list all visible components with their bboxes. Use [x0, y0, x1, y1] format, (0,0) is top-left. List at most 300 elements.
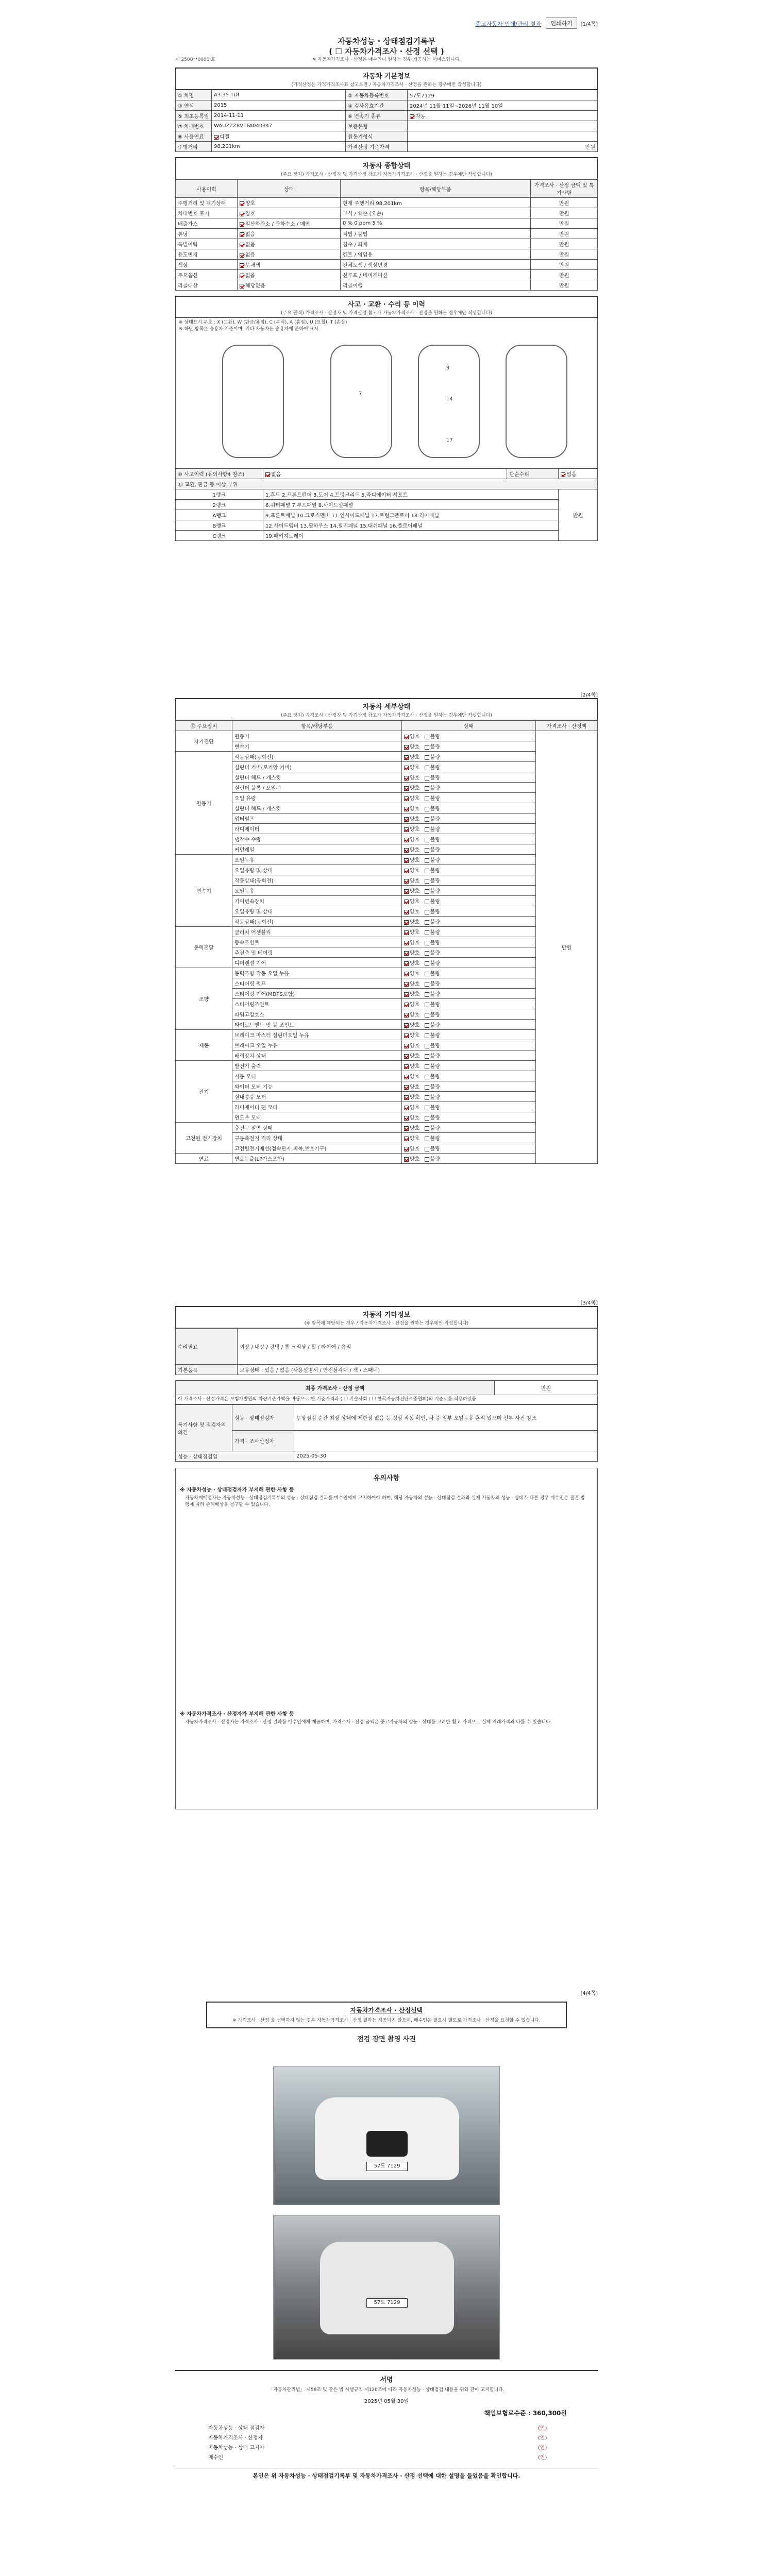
mileage: 98,201km — [212, 142, 346, 152]
document-subtitle: ( ☐ 자동차가격조사 · 산정 선택 ) — [329, 47, 444, 56]
checkbox-icon — [425, 951, 429, 956]
checkbox-icon — [425, 1095, 429, 1100]
page-2 — [175, 690, 598, 1267]
detail-row — [176, 968, 598, 978]
detail-item: 실내송풍 모터 — [232, 1092, 402, 1102]
status-row-value: 무채색 — [238, 260, 341, 270]
check-icon — [240, 274, 244, 278]
status-row-detail: 적법 / 불법 — [341, 229, 531, 239]
detail-row — [176, 834, 598, 844]
price-unit: 만원 — [408, 142, 598, 152]
status-row-detail: 0 % 0 ppm 5 % — [341, 218, 531, 229]
check-icon — [404, 1013, 409, 1018]
detail-item: 실린더 커버(로커암 커버) — [232, 762, 402, 772]
status-row-label: 리콜대상 — [176, 280, 238, 291]
detail-item: 스티어링 기어(MDPS포함) — [232, 989, 402, 999]
check-icon — [404, 755, 409, 760]
detail-item: 클러치 어셈블리 — [232, 927, 402, 937]
part-number-icon: 17 — [446, 437, 453, 443]
check-icon — [561, 472, 565, 477]
vin-label: ⑦ 차대번호 — [176, 121, 212, 131]
detail-item: 구동축전지 격리 상태 — [232, 1133, 402, 1143]
detail-row — [176, 793, 598, 803]
fuel: 디젤 — [212, 131, 346, 142]
transmission: 자동 — [408, 111, 598, 121]
check-icon — [240, 201, 244, 206]
detail-item: 동력조향 작동 오일 누유 — [232, 968, 402, 978]
detail-section-title: 자동차 세부상태 — [175, 698, 598, 711]
rankC-items: 19.패키지트레이 — [263, 531, 559, 541]
detail-row — [176, 783, 598, 793]
seal-icon: (인) — [538, 2435, 547, 2441]
status-col4: 가격조사 · 산정 금액 및 특기사항 — [531, 180, 598, 198]
detail-item: 파워고압호스 — [232, 1009, 402, 1020]
status-row-label: 차대번호 표기 — [176, 208, 238, 218]
detail-row — [176, 844, 598, 855]
basic-section-sub: (가격산정은 가격가격조사표 참고로만 / 자동차가격조사 · 산정을 원하는 경우에만 작성합니다) — [175, 81, 598, 90]
price-label: 가격산정 기준가격 — [346, 142, 408, 152]
detail-state: 양호 불량 — [402, 855, 536, 865]
car-diagram — [175, 334, 598, 468]
check-icon — [404, 879, 409, 884]
sign-text: 「자동차관리법」 제58조 및 같은 법 시행규칙 제120조에 따라 자동차성능 · 상태점검 내용을 위와 같이 고지합니다. — [268, 2387, 505, 2393]
status-row-value: 해당없음 — [238, 280, 341, 291]
basic-info-table — [175, 90, 598, 152]
detail-row — [176, 731, 598, 741]
detail-state: 양호 불량 — [402, 793, 536, 803]
detail-item: 오일누유 — [232, 855, 402, 865]
notes-body1: 자동차매매업자는 자동차성능 · 상태점검기록부의 성능 · 상태점검 결과를 매수인에게 고지하여야 하며, 해당 자동차의 성능 · 상태점검 결과와 실제 자동차의 성능 · 상태가 다른 경우 매수인은 관련 법령에 따라 손해배상을 청구할 수 있습니다. — [185, 1496, 585, 1507]
detail-row — [176, 958, 598, 968]
detail-item: 시동 모터 — [232, 1071, 402, 1081]
page-4 — [175, 1989, 598, 2566]
detail-row — [176, 1143, 598, 1154]
detail-row — [176, 752, 598, 762]
status-row-detail: 선루프 / 네비게이션 — [341, 270, 531, 280]
rankB-items: 12.사이드멤버 13.휠하우스 14.필러패널 15.대쉬패널 16.플로어패널 — [263, 520, 559, 531]
checkbox-icon — [425, 879, 429, 884]
part-number-icon: 14 — [446, 396, 453, 402]
detail-row — [176, 978, 598, 989]
detail-state: 양호 불량 — [402, 947, 536, 958]
status-col2: 상태 — [238, 180, 341, 198]
mileage-label: 주행거리 — [176, 142, 212, 152]
status-row-detail: 현재 주행거리 98,201km — [341, 198, 531, 208]
other-section-sub: (※ 항목에 해당되는 경우 / 자동차가격조사 · 산정을 원하는 경우에만 작성합니다) — [175, 1319, 598, 1328]
detail-row — [176, 917, 598, 927]
detail-row — [176, 824, 598, 834]
detail-state: 양호 불량 — [402, 762, 536, 772]
status-row-unit: 만원 — [531, 218, 598, 229]
checkbox-icon — [425, 1106, 429, 1110]
checkbox-icon — [425, 900, 429, 904]
detail-state: 양호 불량 — [402, 752, 536, 762]
status-row-label: 특별이력 — [176, 239, 238, 249]
checkbox-icon — [425, 889, 429, 894]
rankA-label: A랭크 — [176, 510, 263, 520]
check-icon — [240, 212, 244, 216]
detail-state: 양호 불량 — [402, 917, 536, 927]
part-label: ⑪ 교환, 판금 등 이상 부위 — [176, 479, 598, 489]
detail-state: 양호 불량 — [402, 875, 536, 886]
detail-row — [176, 772, 598, 783]
top-link[interactable]: 중고자동차 인쇄/관리 결과 — [475, 21, 541, 27]
price-table — [175, 1380, 598, 1404]
dealer-label: 자동차성능 · 상태 고지자 — [208, 2445, 265, 2451]
vin: WAUZZZ8V1FA040347 — [212, 121, 346, 131]
detail-item: 작동상태(공회전) — [232, 752, 402, 762]
detail-row — [176, 906, 598, 917]
detail-state: 양호 불량 — [402, 814, 536, 824]
checkbox-icon — [425, 1044, 429, 1048]
checkbox-icon — [425, 941, 429, 945]
status-row-unit: 만원 — [531, 229, 598, 239]
checkbox-icon — [425, 1054, 429, 1059]
detail-group-name: 원동기 — [176, 752, 232, 855]
check-icon — [404, 1116, 409, 1121]
detail-row — [176, 999, 598, 1009]
rank1-items: 1.후드 2.프론트펜더 3.도어 4.트렁크리드 5.라디에이터 서포트 — [263, 489, 559, 500]
fee-label: 책임보험료수준 : — [484, 2410, 531, 2417]
checkbox-icon — [425, 992, 429, 997]
accident-section-sub: (주요 골격) 가격조사 · 산정자 및 가격산정 참고가 자동차가격조사 · 산정을 원하는 경우에만 작성합니다) — [175, 309, 598, 318]
other-row-label: 수리필요 — [176, 1329, 238, 1365]
page-1 — [175, 36, 598, 680]
detail-group-name: 고전원 전기장치 — [176, 1123, 232, 1154]
status-row — [176, 249, 598, 260]
sign-table — [206, 2422, 567, 2462]
status-row-unit: 만원 — [531, 280, 598, 291]
fee-line — [175, 2409, 567, 2417]
inspect-opinion: 무상점검 순간 최상 상태에 제한점 없음 등 정상 작동 확인, 차 중 일부 오일누유 흔적 있으며 전부 사진 참조 — [294, 1405, 598, 1431]
checkbox-icon — [425, 827, 429, 832]
detail-state: 양호 불량 — [402, 865, 536, 875]
check-icon — [404, 848, 409, 853]
checkbox-icon — [425, 1003, 429, 1007]
detail-item: 배력장치 상태 — [232, 1050, 402, 1061]
detail-row — [176, 1061, 598, 1071]
check-icon — [404, 766, 409, 770]
check-icon — [404, 796, 409, 801]
detail-item: 타이로드엔드 및 볼 조인트 — [232, 1020, 402, 1030]
status-row-unit: 만원 — [531, 208, 598, 218]
seal-icon: (인) — [538, 2445, 547, 2451]
detail-row — [176, 762, 598, 772]
detail-state: 양호 불량 — [402, 978, 536, 989]
detail-state: 양호 불량 — [402, 731, 536, 741]
car-side-left-icon — [222, 345, 284, 458]
document-number: 제 2500**0000 호 — [175, 57, 215, 62]
detail-group-name: 변속기 — [176, 855, 232, 927]
check-icon — [404, 941, 409, 945]
first-reg-label: ⑤ 최초등록일 — [176, 111, 212, 121]
page-mark-4: [4/4쪽] — [580, 1991, 598, 1996]
checkbox-icon — [425, 1023, 429, 1028]
status-row-detail: 침수 / 화재 — [341, 239, 531, 249]
checkbox-icon — [425, 1157, 429, 1162]
check-icon — [404, 1095, 409, 1100]
check-icon — [404, 1157, 409, 1162]
sign-date: 2025년 05월 30일 — [364, 2399, 409, 2404]
status-row-unit: 만원 — [531, 260, 598, 270]
date-label: 성능 · 상태점검일 — [176, 1451, 294, 1462]
status-row-unit: 만원 — [531, 249, 598, 260]
detail-item: 작동상태(공회전) — [232, 875, 402, 886]
detail-group-name: 연료 — [176, 1154, 232, 1164]
check-icon — [404, 838, 409, 842]
rankB-label: B랭크 — [176, 520, 263, 531]
detail-item: 발전기 출력 — [232, 1061, 402, 1071]
seal-icon: (인) — [538, 2426, 547, 2431]
detail-row — [176, 1123, 598, 1133]
checkbox-icon — [425, 930, 429, 935]
checkbox-icon — [425, 817, 429, 822]
engine-value — [408, 131, 598, 142]
detail-state: 양호 불량 — [402, 1050, 536, 1061]
detail-state: 양호 불량 — [402, 741, 536, 752]
detail-state: 양호 불량 — [402, 886, 536, 896]
basic-section-title: 자동차 기본정보 — [175, 67, 598, 81]
year: 2015 — [212, 100, 346, 111]
check-icon — [404, 930, 409, 935]
check-icon — [240, 263, 244, 268]
detail-state: 양호 불량 — [402, 1133, 536, 1143]
checkbox-icon — [425, 755, 429, 760]
print-button[interactable]: 인쇄하기 — [546, 18, 577, 29]
status-col1: 사용이력 — [176, 180, 238, 198]
notice-body: ※ 가격조사 · 산정 을 선택하지 않는 경우 자동차가격조사 · 산정 결과는 제공되지 않으며, 매수인은 필요시 별도로 가격조사 · 산정을 요청할 수 있습니다. — [232, 2018, 541, 2023]
rank2-items: 6.쿼터패널 7.루프패널 8.사이드실패널 — [263, 500, 559, 510]
detail-row — [176, 1050, 598, 1061]
detail-state: 양호 불량 — [402, 803, 536, 814]
detail-state: 양호 불량 — [402, 1030, 536, 1040]
check-icon — [404, 889, 409, 894]
check-icon — [404, 961, 409, 966]
detail-state: 양호 불량 — [402, 937, 536, 947]
other-row-label: 기본품목 — [176, 1365, 238, 1375]
detail-state: 양호 불량 — [402, 958, 536, 968]
detail-row — [176, 814, 598, 824]
checkbox-icon — [425, 1137, 429, 1141]
check-icon — [404, 735, 409, 739]
check-icon — [404, 972, 409, 976]
check-icon — [404, 1003, 409, 1007]
checkbox-icon — [425, 735, 429, 739]
detail-item: 충전구 절연 상태 — [232, 1123, 402, 1133]
status-row-label: 배출가스 — [176, 218, 238, 229]
checkbox-icon — [425, 858, 429, 863]
detail-state: 양호 불량 — [402, 999, 536, 1009]
price-section-title: 최종 가격조사 · 산정 금액 — [176, 1381, 495, 1395]
status-row — [176, 270, 598, 280]
checkbox-icon — [425, 848, 429, 853]
check-icon — [404, 900, 409, 904]
detail-item: 스티어링 펌프 — [232, 978, 402, 989]
signature-block — [175, 2370, 598, 2480]
rankC-label: C랭크 — [176, 531, 263, 541]
status-row-value: 없음 — [238, 249, 341, 260]
detail-rows — [176, 731, 598, 1164]
price-note: 이 가격조사 · 산정가격은 보험개발원의 차량기준가액을 바탕으로 한 기준가격과 ( ☐ 기술사회 / ☐ 한국자동차진단보증협회)의 기준서를 적용하였음 — [176, 1395, 598, 1404]
document-note: ※ 자동차가격조사 · 산정은 매수인이 원하는 경우 제공하는 서비스입니다. — [312, 57, 461, 62]
detail-state: 양호 불량 — [402, 1081, 536, 1092]
check-icon — [404, 1075, 409, 1079]
detail-group-name: 동력전달 — [176, 927, 232, 968]
other-section-title: 자동차 기타정보 — [175, 1306, 598, 1319]
inspect-period: 2024년 11월 11일~2026년 11월 10일 — [408, 100, 598, 111]
year-label: ③ 연식 — [176, 100, 212, 111]
history-value: 없음 — [263, 469, 507, 479]
detail-state: 양호 불량 — [402, 1092, 536, 1102]
car-grille-icon — [366, 2131, 408, 2157]
status-section-title: 자동차 종합상태 — [175, 157, 598, 171]
checkbox-icon — [425, 961, 429, 966]
detail-row — [176, 803, 598, 814]
page-mark-3: [3/4쪽] — [580, 1300, 598, 1306]
status-row — [176, 198, 598, 208]
part-number-icon: 9 — [446, 365, 450, 371]
check-icon — [404, 1044, 409, 1048]
rankA-items: 9.프론트패널 10.크로스멤버 11.인사이드패널 17.트렁크플로어 18.리어패널 — [263, 510, 559, 520]
checkbox-icon — [425, 910, 429, 914]
status-row-label: 색상 — [176, 260, 238, 270]
check-icon — [404, 1085, 409, 1090]
sign-footer: 본인은 위 자동차성능 · 상태점검기록부 및 자동차가격조사 · 산정 선택에 대한 설명을 들었음을 확인합니다. — [175, 2468, 598, 2480]
detail-row — [176, 1071, 598, 1081]
status-row — [176, 260, 598, 270]
detail-item: 연료누출(LP가스포함) — [232, 1154, 402, 1164]
detail-state: 양호 불량 — [402, 1009, 536, 1020]
check-icon — [404, 1106, 409, 1110]
buyer-label: 매수인 — [208, 2455, 223, 2461]
check-icon — [404, 951, 409, 956]
check-icon — [404, 817, 409, 822]
status-row-value: 일산화탄소 / 탄화수소 / 매연 — [238, 218, 341, 229]
front-plate: 57도 7129 — [366, 2162, 408, 2171]
status-row-detail: 부식 / 훼손 (오손) — [341, 208, 531, 218]
checkbox-icon — [425, 1116, 429, 1121]
check-icon — [404, 776, 409, 781]
check-icon — [404, 910, 409, 914]
detail-row — [176, 927, 598, 937]
status-rows — [176, 198, 598, 291]
check-icon — [240, 253, 244, 258]
detail-row — [176, 937, 598, 947]
document-title: 자동차성능 · 상태점검기록부 — [337, 37, 436, 46]
status-col3: 항목/해당부품 — [341, 180, 531, 198]
detail-item: 원동기 — [232, 731, 402, 741]
detail-group-name: 자기진단 — [176, 731, 232, 752]
price-unit: 만원 — [495, 1381, 598, 1395]
notes-head2: ※ 자동차가격조사 · 산정자가 부지해 관한 사항 등 — [180, 1711, 294, 1717]
detail-state: 양호 불량 — [402, 1071, 536, 1081]
detail-state: 양호 불량 — [402, 896, 536, 906]
warranty-value — [408, 121, 598, 131]
status-row — [176, 208, 598, 218]
car-no-label: ② 자동차등록번호 — [346, 90, 408, 100]
detail-unit: 만원 — [536, 731, 598, 1164]
status-row — [176, 239, 598, 249]
accident-section-title: 사고 · 교환 · 수리 등 이력 — [175, 296, 598, 309]
seal-icon: (인) — [538, 2455, 547, 2461]
detail-state: 양호 불량 — [402, 1123, 536, 1133]
accident-table — [175, 468, 598, 541]
detail-state: 양호 불량 — [402, 1143, 536, 1154]
detail-group-name: 제동 — [176, 1030, 232, 1061]
detail-row — [176, 1030, 598, 1040]
detail-row — [176, 1112, 598, 1123]
notes-body2: 자동차가격조사 · 산정자는 가격조사 · 산정 결과를 매수인에게 제공하며, 가격조사 · 산정 금액은 중고자동차의 성능 · 상태를 고려한 참고 가격으로 실제 거래가격과 다를 수 있습니다. — [185, 1720, 552, 1725]
detail-item: 디퍼렌셜 기어 — [232, 958, 402, 968]
detail-row — [176, 855, 598, 865]
detail-row — [176, 896, 598, 906]
checkbox-icon — [425, 1085, 429, 1090]
detail-state: 양호 불량 — [402, 906, 536, 917]
detail-col2: 항목/해당부품 — [232, 721, 402, 731]
check-icon — [404, 982, 409, 987]
rank2-label: 2랭크 — [176, 500, 263, 510]
page-mark: [1/4쪽] — [580, 22, 598, 27]
car-rear-icon — [320, 2242, 454, 2334]
notice-box — [206, 2002, 567, 2028]
status-row — [176, 280, 598, 291]
detail-row — [176, 1040, 598, 1050]
detail-row — [176, 1102, 598, 1112]
detail-item: 라디에이터 팬 모터 — [232, 1102, 402, 1112]
detail-row — [176, 1009, 598, 1020]
check-icon — [240, 284, 244, 289]
detail-item: 등속조인트 — [232, 937, 402, 947]
detail-table — [175, 720, 598, 1164]
status-row — [176, 229, 598, 239]
page-3 — [175, 1298, 598, 1958]
detail-item: 오일유량 및 상태 — [232, 865, 402, 875]
check-icon — [404, 992, 409, 997]
detail-item: 오일 유량 — [232, 793, 402, 803]
checkbox-icon — [425, 796, 429, 801]
detail-state: 양호 불량 — [402, 844, 536, 855]
opinion-table — [175, 1404, 598, 1462]
car-name-label: ① 차명 — [176, 90, 212, 100]
detail-col3: 상태 — [402, 721, 536, 731]
other-row-items: 보유상태 : 있음 / 없음 (사용설명서 / 안전삼각대 / 잭 / 스패너) — [238, 1365, 598, 1375]
detail-row — [176, 947, 598, 958]
accident-unit: 만원 — [559, 489, 598, 541]
check-icon — [404, 1023, 409, 1028]
notice-title: 자동차가격조사 · 산정선택 — [350, 2007, 423, 2014]
detail-row — [176, 865, 598, 875]
detail-row — [176, 741, 598, 752]
check-icon — [240, 243, 244, 247]
detail-row — [176, 886, 598, 896]
detail-item: 윈도우 모터 — [232, 1112, 402, 1123]
detail-state: 양호 불량 — [402, 1040, 536, 1050]
status-row-detail: 전체도색 / 색상변경 — [341, 260, 531, 270]
detail-col4: 가격조사 · 산정액 — [536, 721, 598, 731]
status-row-value: 없음 — [238, 229, 341, 239]
photo-title: 점검 장면 촬영 사진 — [357, 2036, 416, 2043]
detail-state: 양호 불량 — [402, 783, 536, 793]
detail-col1: ⑫ 주요장치 — [176, 721, 232, 731]
fee-value: 360,300원 — [532, 2410, 567, 2417]
inspect-opinion-label: 성능 · 상태점검자 — [232, 1405, 294, 1431]
detail-row — [176, 1133, 598, 1143]
detail-item: 추진축 및 베어링 — [232, 947, 402, 958]
detail-row — [176, 989, 598, 999]
first-reg: 2014-11-11 — [212, 111, 346, 121]
notes-title: 유의사항 — [373, 1475, 400, 1482]
detail-item: 브레이크 오일 누유 — [232, 1040, 402, 1050]
